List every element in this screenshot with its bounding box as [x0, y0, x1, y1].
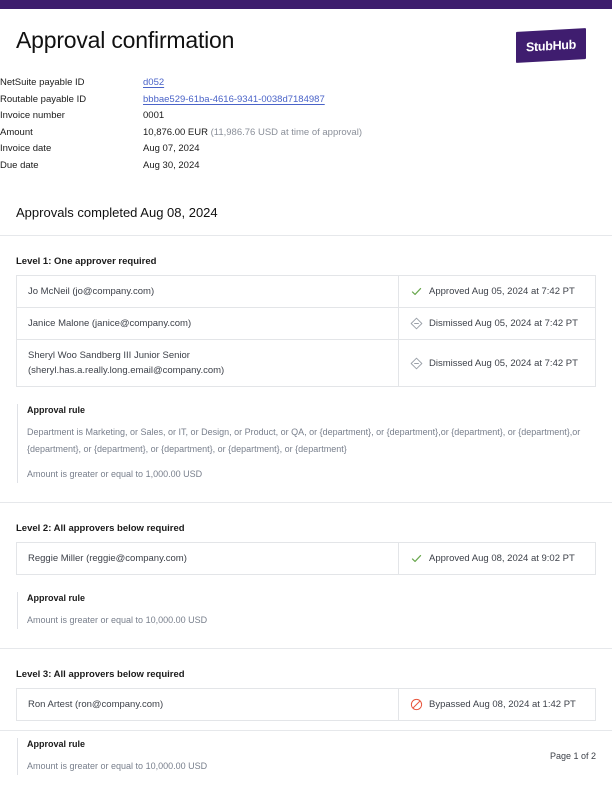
approval-levels — [0, 255, 612, 775]
meta-label: Due date — [0, 159, 39, 171]
meta-row — [0, 92, 362, 109]
diamond-minus-icon — [410, 357, 423, 370]
page-footer — [0, 730, 612, 775]
invoice-meta-body — [0, 75, 362, 174]
meta-label: Amount — [0, 126, 33, 138]
meta-row — [0, 108, 362, 125]
approval-level — [0, 522, 612, 629]
meta-row — [0, 125, 362, 142]
approver-name: Janice Malone (janice@company.com) — [17, 308, 399, 340]
level-title: Level 3: All approvers below required — [16, 669, 185, 680]
approver-table — [16, 542, 596, 575]
meta-value: Aug 07, 2024 — [143, 143, 200, 154]
level-divider — [0, 648, 612, 649]
meta-row — [0, 75, 362, 92]
status-text: Approved Aug 05, 2024 at 7:42 PT — [429, 286, 575, 297]
level-divider — [0, 502, 612, 503]
status-text: Approved Aug 08, 2024 at 9:02 PT — [429, 553, 575, 564]
approver-status-cell — [399, 340, 596, 387]
logo-text: StubHub — [526, 37, 576, 54]
table-row — [17, 308, 596, 340]
status-text: Dismissed Aug 05, 2024 at 7:42 PT — [429, 318, 578, 329]
approver-status-cell — [399, 689, 596, 721]
approval-rule-line: Department is Marketing, or Sales, or IT, or Design, or Product, or QA, or {department}, or {department},or {department}, or {department},or {department}, or {department}, or {department}, or {department}, or {department} — [27, 427, 581, 454]
approver-table — [16, 688, 596, 721]
check-icon — [410, 552, 423, 565]
check-icon — [410, 285, 423, 298]
approver-name: Ron Artest (ron@company.com) — [17, 689, 399, 721]
meta-row — [0, 141, 362, 158]
approval-rule-line: Amount is greater or equal to 10,000.00 USD — [27, 615, 208, 625]
meta-label: Invoice date — [0, 143, 52, 154]
status-badge — [410, 697, 584, 712]
table-row — [17, 689, 596, 721]
diamond-minus-icon — [410, 317, 423, 330]
status-text: Bypassed Aug 08, 2024 at 1:42 PT — [429, 699, 576, 710]
approver-name: Sheryl Woo Sandberg III Junior Senior (sheryl.has.a.really.long.email@company.com) — [17, 340, 399, 387]
approver-table — [16, 275, 596, 387]
meta-value — [143, 75, 362, 92]
approval-rule-title: Approval rule — [27, 739, 86, 749]
table-row — [17, 340, 596, 387]
status-text: Dismissed Aug 05, 2024 at 7:42 PT — [429, 357, 578, 369]
level-title: Level 2: All approvers below required — [16, 523, 185, 534]
meta-label: NetSuite payable ID — [0, 77, 85, 88]
meta-value: 0001 — [143, 110, 165, 121]
check-icon — [410, 552, 423, 565]
status-badge — [410, 284, 584, 299]
diamond-minus-icon — [410, 357, 423, 370]
status-badge — [410, 316, 584, 331]
prohibited-icon — [410, 698, 423, 711]
meta-value-link[interactable]: d052 — [143, 77, 165, 88]
level-title: Level 1: One approver required — [16, 256, 157, 267]
page-number: Page 1 of 2 — [549, 751, 596, 761]
approval-rule-block — [17, 592, 596, 629]
meta-row — [0, 158, 362, 175]
diamond-minus-icon — [410, 317, 423, 330]
heading-divider — [0, 235, 612, 236]
approval-level — [0, 255, 612, 483]
approval-rule-block — [17, 404, 596, 483]
page-title: Approval confirmation — [16, 27, 235, 53]
top-accent-bar — [0, 0, 612, 9]
meta-label: Invoice number — [0, 110, 65, 121]
approver-status-cell — [399, 276, 596, 308]
prohibited-icon — [410, 698, 423, 711]
approval-rule-title: Approval rule — [27, 593, 86, 603]
approver-name: Jo McNeil (jo@company.com) — [17, 276, 399, 308]
meta-value: Aug 30, 2024 — [143, 159, 200, 171]
amount-primary: 10,876.00 EUR — [143, 126, 208, 138]
stubhub-logo — [516, 30, 586, 61]
approvals-heading: Approvals completed Aug 08, 2024 — [16, 205, 218, 220]
amount-converted: (11,986.76 USD at time of approval) — [210, 126, 362, 138]
status-badge — [410, 356, 584, 371]
meta-label: Routable payable ID — [0, 93, 87, 105]
approver-status-cell — [399, 543, 596, 575]
table-row — [17, 543, 596, 575]
document-page — [0, 9, 612, 775]
approver-name: Reggie Miller (reggie@company.com) — [17, 543, 399, 575]
meta-value — [143, 125, 362, 142]
invoice-meta-table — [0, 75, 362, 174]
check-icon — [410, 285, 423, 298]
approval-rule-line: Amount is greater or equal to 10,000.00 USD — [27, 761, 208, 771]
approval-rule-title: Approval rule — [27, 405, 86, 415]
approval-rule-line: Amount is greater or equal to 1,000.00 USD — [27, 469, 203, 479]
meta-value — [143, 92, 362, 109]
document-header — [0, 9, 612, 61]
meta-value-link[interactable]: bbbae529-61ba-4616-9341-0038d7184987 — [143, 93, 325, 105]
approver-status-cell — [399, 308, 596, 340]
status-badge — [410, 551, 584, 566]
table-row — [17, 276, 596, 308]
